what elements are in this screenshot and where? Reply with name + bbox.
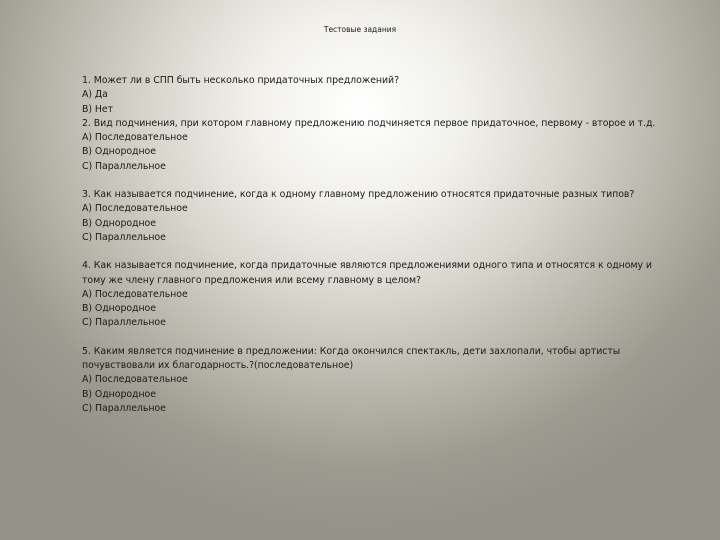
question-3-option-a: А) Последовательное	[82, 203, 188, 215]
question-2-option-c: С) Параллельное	[82, 160, 166, 172]
question-5-option-a: А) Последовательное	[82, 374, 188, 386]
question-3-option-c: С) Параллельное	[82, 231, 166, 243]
question-5	[82, 345, 682, 416]
question-4-option-a: А) Последовательное	[82, 288, 188, 300]
question-1-option-b: В) Нет	[82, 103, 114, 115]
question-3	[82, 188, 682, 245]
spacer	[82, 174, 682, 188]
question-5-option-b: В) Однородное	[82, 388, 156, 400]
question-4	[82, 259, 682, 330]
question-4-option-c: С) Параллельное	[82, 317, 166, 329]
question-3-text: 3. Как называется подчинение, когда к одному главному предложению относятся придаточные разных типов?	[82, 189, 635, 200]
spacer	[82, 331, 682, 345]
question-1	[82, 74, 682, 117]
question-3-option-b: В) Однородное	[82, 217, 156, 229]
slide-title: Тестовые задания	[323, 25, 397, 34]
question-5-text-line-2: почувствовали их благодарность.?(последовательное)	[82, 360, 354, 371]
question-2-option-b: В) Однородное	[82, 146, 156, 158]
question-5-option-c: С) Параллельное	[82, 402, 166, 414]
question-4-option-b: В) Однородное	[82, 303, 156, 314]
question-5-text-line-1: 5. Каким является подчинение в предложении: Когда окончился спектакль, дети захлопали, чтобы артисты	[82, 345, 621, 357]
slide-body	[82, 74, 682, 416]
question-2-text: 2. Вид подчинения, при котором главному предложению подчиняется первое придаточное, первому - второе и т.д.	[82, 117, 656, 129]
question-2-option-a: А) Последовательное	[82, 132, 188, 143]
spacer	[82, 245, 682, 259]
question-1-option-a: А) Да	[82, 89, 108, 101]
question-4-text-line-1: 4. Как называется подчинение, когда придаточные являются предложениями одного типа и относятся к одному и	[82, 260, 652, 272]
question-1-text: 1. Может ли в СПП быть несколько придаточных предложений?	[82, 75, 400, 86]
question-2	[82, 117, 682, 174]
question-4-text-line-2: тому же члену главного предложения или всему главному в целом?	[82, 274, 421, 286]
